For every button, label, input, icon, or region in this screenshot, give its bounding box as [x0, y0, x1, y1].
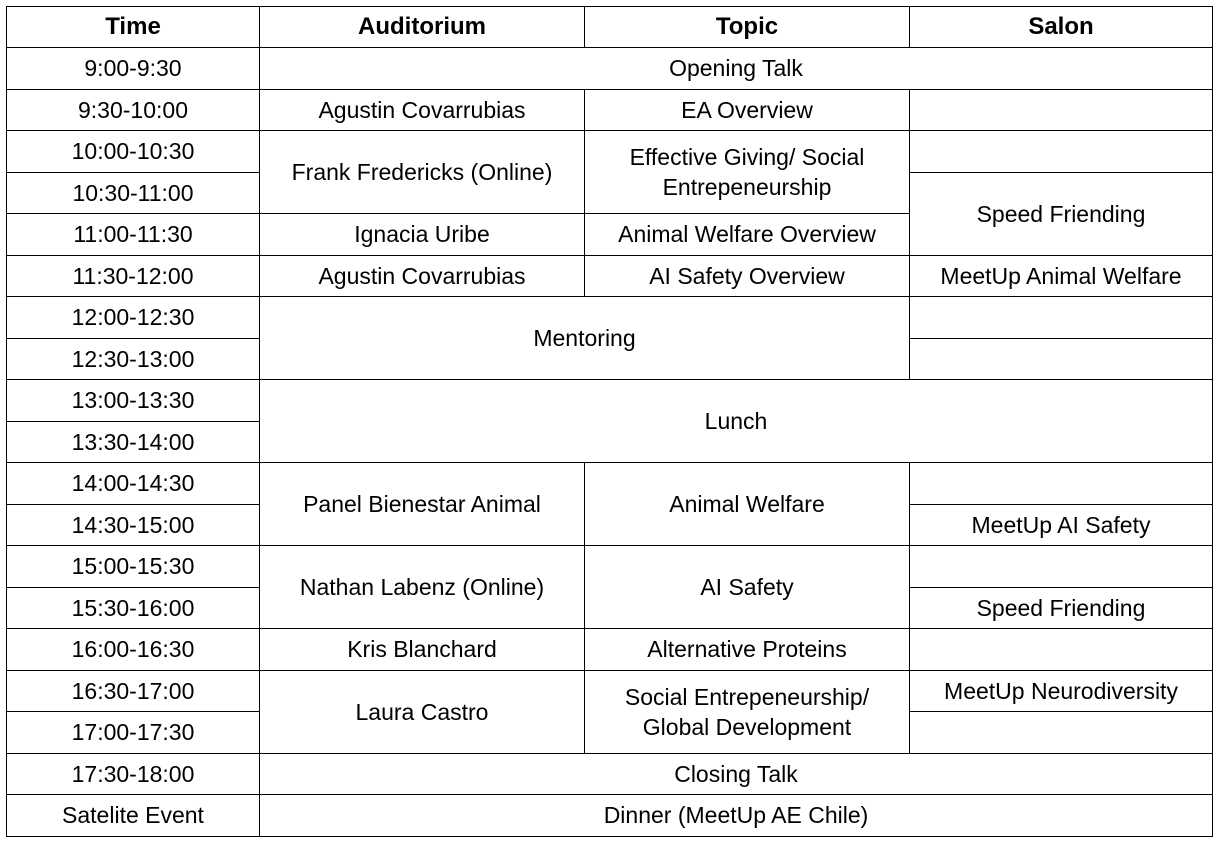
salon-cell-empty	[910, 629, 1213, 671]
table-row	[7, 753, 1213, 795]
salon-cell: Speed Friending	[910, 587, 1213, 629]
table-row	[7, 463, 1213, 505]
table-row	[7, 380, 1213, 422]
header-time: Time	[7, 7, 260, 48]
auditorium-cell: Laura Castro	[260, 670, 585, 753]
topic-line: Global Development	[642, 713, 852, 740]
lunch-cell: Lunch	[260, 380, 1213, 463]
time-cell: 14:00-14:30	[7, 463, 260, 505]
topic-cell	[585, 670, 910, 753]
salon-cell-empty	[910, 712, 1213, 754]
salon-cell-empty	[910, 89, 1213, 131]
time-cell: 10:30-11:00	[7, 172, 260, 214]
time-cell: 9:00-9:30	[7, 48, 260, 90]
header-auditorium: Auditorium	[260, 7, 585, 48]
header-salon: Salon	[910, 7, 1213, 48]
salon-cell-empty	[910, 297, 1213, 339]
table-row	[7, 297, 1213, 339]
auditorium-cell: Kris Blanchard	[260, 629, 585, 671]
dinner-cell: Dinner (MeetUp AE Chile)	[260, 795, 1213, 837]
table-row	[7, 795, 1213, 837]
salon-cell-empty	[910, 131, 1213, 173]
topic-cell: AI Safety Overview	[585, 255, 910, 297]
table-row	[7, 255, 1213, 297]
auditorium-cell: Agustin Covarrubias	[260, 89, 585, 131]
table-row	[7, 89, 1213, 131]
opening-talk-cell: Opening Talk	[260, 48, 1213, 90]
salon-cell: MeetUp AI Safety	[910, 504, 1213, 546]
auditorium-cell: Frank Fredericks (Online)	[260, 131, 585, 214]
time-cell: 15:00-15:30	[7, 546, 260, 588]
salon-cell-empty	[910, 338, 1213, 380]
auditorium-cell: Nathan Labenz (Online)	[260, 546, 585, 629]
time-cell: 11:30-12:00	[7, 255, 260, 297]
salon-cell: Speed Friending	[910, 172, 1213, 255]
auditorium-cell: Ignacia Uribe	[260, 214, 585, 256]
time-cell: 16:00-16:30	[7, 629, 260, 671]
salon-cell: MeetUp Neurodiversity	[910, 670, 1213, 712]
time-cell: Satelite Event	[7, 795, 260, 837]
time-cell: 12:00-12:30	[7, 297, 260, 339]
topic-cell: EA Overview	[585, 89, 910, 131]
salon-cell-empty	[910, 463, 1213, 505]
salon-cell: MeetUp Animal Welfare	[910, 255, 1213, 297]
topic-cell: AI Safety	[585, 546, 910, 629]
auditorium-cell: Agustin Covarrubias	[260, 255, 585, 297]
closing-talk-cell: Closing Talk	[260, 753, 1213, 795]
auditorium-cell: Panel Bienestar Animal	[260, 463, 585, 546]
header-topic: Topic	[585, 7, 910, 48]
time-cell: 14:30-15:00	[7, 504, 260, 546]
topic-line: Entrepeneurship	[662, 174, 832, 200]
time-cell: 10:00-10:30	[7, 131, 260, 173]
topic-cell: Animal Welfare Overview	[585, 214, 910, 256]
time-cell: 11:00-11:30	[7, 214, 260, 256]
topic-line: Effective Giving/ Social	[629, 144, 865, 170]
time-cell: 12:30-13:00	[7, 338, 260, 380]
time-cell: 9:30-10:00	[7, 89, 260, 131]
mentoring-cell: Mentoring	[260, 297, 910, 380]
table-row	[7, 131, 1213, 173]
table-row	[7, 629, 1213, 671]
time-cell: 13:30-14:00	[7, 421, 260, 463]
table-row	[7, 546, 1213, 588]
topic-cell: Alternative Proteins	[585, 629, 910, 671]
time-cell: 13:00-13:30	[7, 380, 260, 422]
table-row	[7, 48, 1213, 90]
time-cell: 17:00-17:30	[7, 712, 260, 754]
table-row	[7, 670, 1213, 712]
header-row	[7, 7, 1213, 48]
schedule-table	[6, 6, 1213, 837]
topic-cell: Animal Welfare	[585, 463, 910, 546]
salon-cell-empty	[910, 546, 1213, 588]
time-cell: 15:30-16:00	[7, 587, 260, 629]
time-cell: 17:30-18:00	[7, 753, 260, 795]
time-cell: 16:30-17:00	[7, 670, 260, 712]
topic-cell	[585, 131, 910, 214]
topic-line: Social Entrepeneurship/	[624, 683, 870, 710]
